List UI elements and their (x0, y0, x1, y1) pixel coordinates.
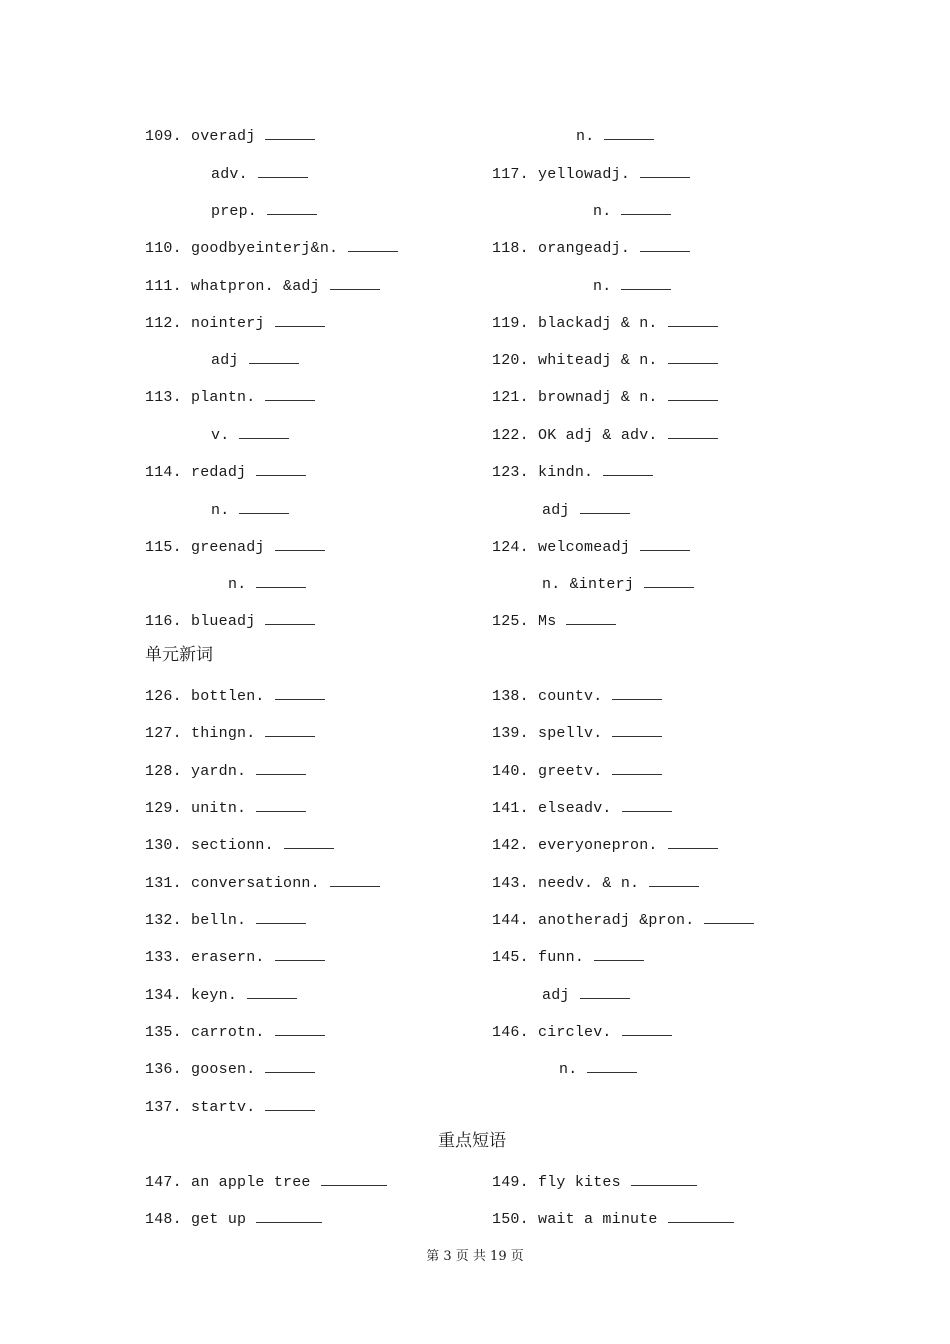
answer-blank[interactable] (265, 611, 315, 625)
answer-blank[interactable] (275, 686, 325, 700)
vocab-item: 136. goosen. (145, 1059, 315, 1079)
vocab-item: n. (559, 1059, 637, 1079)
vocab-item: n. (576, 126, 654, 146)
vocab-item: 140. greetv. (492, 761, 662, 781)
vocab-item: 122. OK adj & adv. (492, 425, 718, 445)
answer-blank[interactable] (265, 1097, 315, 1111)
answer-blank[interactable] (612, 686, 662, 700)
phrase-item: 147. an apple tree (145, 1172, 387, 1192)
answer-blank[interactable] (640, 537, 690, 551)
vocab-item: 123. kindn. (492, 462, 653, 482)
vocab-item: 109. overadj (145, 126, 315, 146)
answer-blank[interactable] (622, 798, 672, 812)
vocab-item: adv. (211, 164, 308, 184)
answer-blank[interactable] (594, 947, 644, 961)
vocab-item: n. (228, 574, 306, 594)
vocab-item: n. (593, 201, 671, 221)
vocab-item: prep. (211, 201, 317, 221)
answer-blank[interactable] (256, 462, 306, 476)
answer-blank[interactable] (622, 1022, 672, 1036)
answer-blank[interactable] (348, 238, 398, 252)
vocab-item: 144. anotheradj &pron. (492, 910, 754, 930)
vocab-item: 116. blueadj (145, 611, 315, 631)
vocab-item: 126. bottlen. (145, 686, 325, 706)
vocab-item: 124. welcomeadj (492, 537, 690, 557)
vocab-item: adj (542, 500, 630, 520)
answer-blank[interactable] (256, 798, 306, 812)
answer-blank[interactable] (668, 425, 718, 439)
answer-blank[interactable] (668, 350, 718, 364)
vocab-item: 145. funn. (492, 947, 644, 967)
answer-blank[interactable] (321, 1172, 387, 1186)
answer-blank[interactable] (256, 761, 306, 775)
answer-blank[interactable] (668, 387, 718, 401)
answer-blank[interactable] (612, 723, 662, 737)
answer-blank[interactable] (640, 164, 690, 178)
answer-blank[interactable] (265, 387, 315, 401)
answer-blank[interactable] (668, 835, 718, 849)
vocab-item: 120. whiteadj & n. (492, 350, 718, 370)
vocab-item: 129. unitn. (145, 798, 306, 818)
vocab-item: 131. conversationn. (145, 873, 380, 893)
vocab-item: 113. plantn. (145, 387, 315, 407)
answer-blank[interactable] (621, 201, 671, 215)
answer-blank[interactable] (704, 910, 754, 924)
answer-blank[interactable] (621, 276, 671, 290)
answer-blank[interactable] (239, 500, 289, 514)
answer-blank[interactable] (256, 574, 306, 588)
phrase-item: 148. get up (145, 1209, 322, 1229)
vocab-item: 112. nointerj (145, 313, 325, 333)
answer-blank[interactable] (668, 1209, 734, 1223)
phrase-item: 150. wait a minute (492, 1209, 734, 1229)
page-footer: 第 3 页 共 19 页 (426, 1249, 524, 1264)
answer-blank[interactable] (258, 164, 308, 178)
answer-blank[interactable] (644, 574, 694, 588)
vocab-item: 134. keyn. (145, 985, 297, 1005)
vocab-item: 132. belln. (145, 910, 306, 930)
answer-blank[interactable] (587, 1059, 637, 1073)
vocab-item: 114. redadj (145, 462, 306, 482)
vocab-item: 111. whatpron. &adj (145, 276, 380, 296)
answer-blank[interactable] (566, 611, 616, 625)
answer-blank[interactable] (330, 873, 380, 887)
vocab-item: 118. orangeadj. (492, 238, 690, 258)
answer-blank[interactable] (612, 761, 662, 775)
vocab-item: 146. circlev. (492, 1022, 672, 1042)
phrase-item: 149. fly kites (492, 1172, 697, 1192)
answer-blank[interactable] (256, 910, 306, 924)
vocab-item: adj (211, 350, 299, 370)
vocab-item: 137. startv. (145, 1097, 315, 1117)
vocab-item: 119. blackadj & n. (492, 313, 718, 333)
answer-blank[interactable] (265, 126, 315, 140)
answer-blank[interactable] (265, 723, 315, 737)
vocab-item: n. (211, 500, 289, 520)
vocab-item: 133. erasern. (145, 947, 325, 967)
vocab-item: 125. Ms (492, 611, 616, 631)
answer-blank[interactable] (603, 462, 653, 476)
vocab-item: 110. goodbyeinterj&n. (145, 238, 398, 258)
answer-blank[interactable] (247, 985, 297, 999)
vocab-item: adj (542, 985, 630, 1005)
answer-blank[interactable] (668, 313, 718, 327)
vocab-item: 135. carrotn. (145, 1022, 325, 1042)
vocab-item: 127. thingn. (145, 723, 315, 743)
answer-blank[interactable] (580, 985, 630, 999)
vocab-item: 142. everyonepron. (492, 835, 718, 855)
vocab-item: 139. spellv. (492, 723, 662, 743)
section-heading-unit-words: 单元新词 (145, 645, 213, 665)
answer-blank[interactable] (640, 238, 690, 252)
answer-blank[interactable] (631, 1172, 697, 1186)
vocab-item: 130. sectionn. (145, 835, 334, 855)
answer-blank[interactable] (275, 947, 325, 961)
vocab-item: 138. countv. (492, 686, 662, 706)
vocab-item: 115. greenadj (145, 537, 325, 557)
answer-blank[interactable] (256, 1209, 322, 1223)
vocab-item: 143. needv. & n. (492, 873, 699, 893)
answer-blank[interactable] (275, 313, 325, 327)
answer-blank[interactable] (580, 500, 630, 514)
vocab-item: n. &interj (542, 574, 694, 594)
vocab-item: 141. elseadv. (492, 798, 672, 818)
answer-blank[interactable] (267, 201, 317, 215)
answer-blank[interactable] (604, 126, 654, 140)
vocab-item: 121. brownadj & n. (492, 387, 718, 407)
answer-blank[interactable] (284, 835, 334, 849)
section-heading-key-phrases: 重点短语 (438, 1131, 506, 1151)
answer-blank[interactable] (649, 873, 699, 887)
vocab-item: n. (593, 276, 671, 296)
vocab-item: 128. yardn. (145, 761, 306, 781)
vocab-item: v. (211, 425, 289, 445)
vocab-item: 117. yellowadj. (492, 164, 690, 184)
answer-blank[interactable] (330, 276, 380, 290)
answer-blank[interactable] (275, 1022, 325, 1036)
answer-blank[interactable] (249, 350, 299, 364)
answer-blank[interactable] (239, 425, 289, 439)
answer-blank[interactable] (275, 537, 325, 551)
answer-blank[interactable] (265, 1059, 315, 1073)
